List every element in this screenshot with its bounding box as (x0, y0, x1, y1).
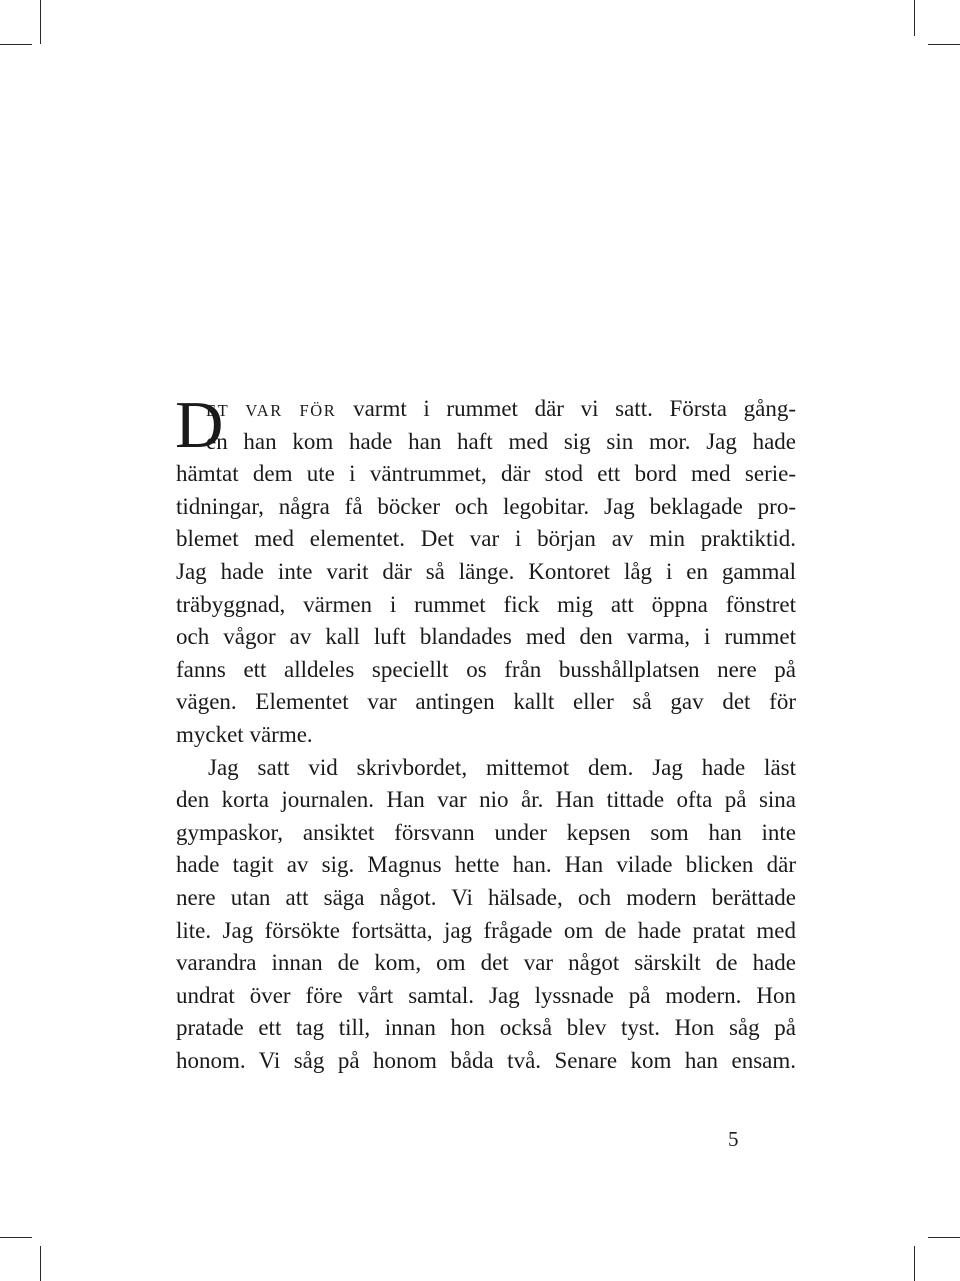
text-line-6: Jag hade inte varit där så länge. Kontoret låg i en gammal (176, 558, 796, 584)
drop-cap: D (175, 388, 224, 462)
text-line-15: hade tagit av sig. Magnus hette han. Han vilade blicken där (176, 852, 796, 878)
crop-mark-top-left (40, 0, 41, 44)
text-line-19: undrat över före vårt samtal. Jag lyssnade på modern. Hon (176, 982, 796, 1008)
crop-mark-bottom-right (914, 1246, 915, 1281)
text-line-18: varandra innan de kom, om det var något särskilt de hade (176, 950, 796, 976)
text-line-1-rest: varmt i rummet där vi satt. Första gång- (353, 396, 796, 421)
small-caps-opening: ET VAR FÖR (206, 401, 337, 420)
text-line-10: vägen. Elementet var antingen kallt eller så gav det för (176, 689, 796, 715)
chapter-text (175, 388, 796, 1077)
text-line-2: en han kom hade han haft med sig sin mor. Jag hade (206, 428, 796, 454)
crop-mark-bottom-left-h (0, 1237, 32, 1238)
text-line-14: gympaskor, ansiktet försvann under kepsen som han inte (176, 819, 796, 845)
text-line-12: Jag satt vid skrivbordet, mittemot dem. Jag hade läst (208, 754, 796, 780)
text-line-4: tidningar, några få böcker och legobitar. Jag beklagade pro- (176, 493, 796, 519)
crop-mark-top-right-h (928, 44, 960, 45)
text-line-16: nere utan att säga något. Vi hälsade, och modern berättade (176, 884, 796, 910)
text-line-3: hämtat dem ute i väntrummet, där stod ett bord med serie- (176, 461, 796, 487)
crop-mark-bottom-right-h (928, 1237, 960, 1238)
crop-mark-top-left-h (0, 44, 32, 45)
crop-mark-top-right (914, 0, 915, 36)
crop-mark-bottom-left (40, 1246, 41, 1281)
text-line-20: pratade ett tag till, innan hon också blev tyst. Hon såg på (176, 1015, 796, 1041)
text-line-1 (176, 393, 796, 426)
text-line-13: den korta journalen. Han var nio år. Han tittade ofta på sina (176, 787, 796, 813)
text-line-17: lite. Jag försökte fortsätta, jag frågade om de hade pratat med (176, 917, 796, 943)
text-line-5: blemet med elementet. Det var i början av min praktiktid. (176, 526, 796, 552)
text-line-8: och vågor av kall luft blandades med den varma, i rummet (176, 624, 796, 650)
text-line-7: träbyggnad, värmen i rummet fick mig att öppna fönstret (176, 591, 796, 617)
page-number: 5 (728, 1127, 739, 1151)
text-line-9: fanns ett alldeles speciellt os från busshållplatsen nere på (176, 656, 796, 682)
text-line-11: mycket värme. (176, 721, 313, 747)
text-line-21: honom. Vi såg på honom båda två. Senare kom han ensam. (176, 1047, 796, 1073)
